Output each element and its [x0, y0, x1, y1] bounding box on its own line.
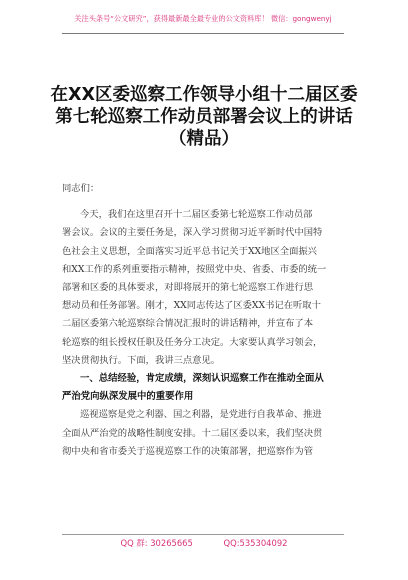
paragraph-line: 巡视巡察是党之利器、国之利器，是党进行自我革命、推进	[80, 409, 322, 421]
paragraph-line: 想动员和任务部署。刚才，XX同志传达了区委XX书记在听取十	[62, 300, 321, 312]
paragraph-line: 彻中央和省市委关于巡视巡察工作的决策部署，把巡察作为管	[62, 445, 314, 457]
header-divider	[62, 33, 344, 34]
footer-qq-group: QQ 群: 30265665	[120, 538, 193, 548]
paragraph-line: 和XX工作的系列重要指示精神，按照党中央、省委、市委的统一	[62, 263, 327, 275]
paragraph-line: 今天，我们在这里召开十二届区委第七轮巡察工作动员部	[80, 209, 313, 221]
title-line: 第七轮巡察工作动员部署会议上的讲话	[55, 107, 353, 127]
paragraph-line: 色社会主义思想，全面落实习近平总书记关于XX地区全面振兴	[62, 245, 317, 257]
paragraph-line: 署会议。会议的主要任务是，深入学习贯彻习近平新时代中国特	[62, 227, 323, 239]
paragraph-line: 坚决贯彻执行。下面，我讲三点意见。	[62, 354, 221, 366]
footer	[0, 537, 408, 549]
title-line: （精品）	[169, 129, 239, 149]
paragraph-line: 部署和区委的具体要求，对即将展开的第七轮巡察工作进行思	[62, 282, 314, 294]
document-title	[40, 84, 368, 150]
title-line: 在XX区委巡察工作领导小组十二届区委	[50, 85, 358, 105]
paragraph-line: 轮巡察的组长授权任职及任务分工决定。大家要认真学习领会，	[62, 336, 323, 348]
heading-line: 一、总结经验，肯定成绩，深刻认识巡察工作在推动全面从	[80, 373, 324, 385]
paragraph-line: 全面从严治党的战略性制度安排。十二届区委以来，我们坚决贯	[62, 427, 323, 439]
paragraph-intro	[62, 206, 346, 370]
footer-divider	[62, 534, 344, 535]
salutation: 同志们：	[62, 183, 100, 194]
heading-line: 严治党向纵深发展中的重要作用	[62, 391, 194, 403]
footer-qq: QQ:535304092	[223, 538, 288, 548]
header-banner: 关注头条号“公文研究”，获得最新最全最专业的公文资料库！ 微信：gongwenyj	[74, 14, 332, 23]
paragraph-section-one	[62, 406, 346, 461]
paragraph-line: 二届区委第六轮巡察综合情况汇报时的讲话精神，并宣布了本	[62, 318, 314, 330]
section-heading	[62, 370, 346, 406]
document-body	[62, 180, 346, 461]
